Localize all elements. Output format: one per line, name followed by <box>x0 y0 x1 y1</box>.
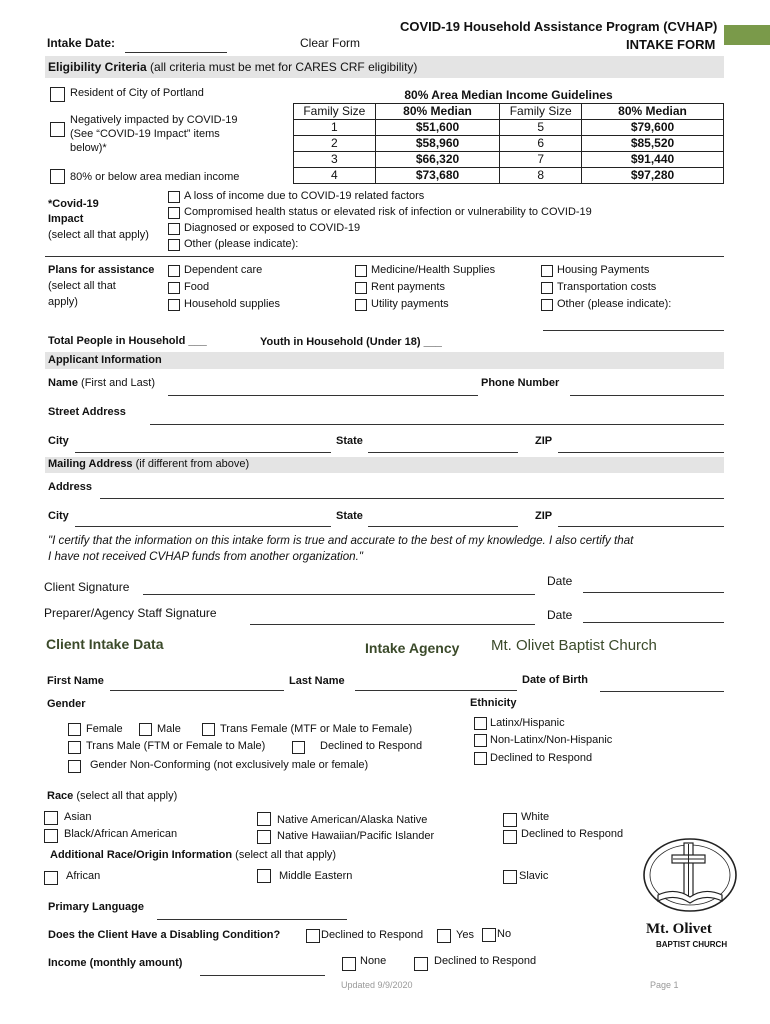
income-checkbox[interactable] <box>414 957 428 971</box>
covid-option-label: Compromised health status or elevated risk of infection or vulnerability to COVID-19 <box>184 206 592 218</box>
plan-checkbox[interactable] <box>355 299 367 311</box>
income-checkbox[interactable] <box>342 957 356 971</box>
total-people-label: Total People in Household ___ <box>48 335 207 347</box>
city-label: City <box>48 435 69 447</box>
table-header: 80% Median <box>582 104 724 120</box>
table-cell: 4 <box>294 168 376 184</box>
plan-checkbox[interactable] <box>168 299 180 311</box>
table-cell: 7 <box>500 152 582 168</box>
first-name-field[interactable] <box>110 690 284 691</box>
ethnicity-checkbox[interactable] <box>474 717 487 730</box>
table-row <box>294 136 724 152</box>
table-cell: 3 <box>294 152 376 168</box>
disabling-label: Does the Client Have a Disabling Condition? <box>48 929 281 941</box>
gender-option: Male <box>157 723 181 735</box>
table-cell: $97,280 <box>582 168 724 184</box>
race-option: Asian <box>64 811 92 823</box>
covid-option-checkbox[interactable] <box>168 207 180 219</box>
race-option: Black/African American <box>64 828 178 840</box>
table-header: 80% Median <box>375 104 500 120</box>
plans-label-1: Plans for assistance <box>48 264 155 276</box>
resident-label: Resident of City of Portland <box>70 87 204 99</box>
plans-label-2: (select all that <box>48 280 116 292</box>
race-checkbox[interactable] <box>257 830 271 844</box>
dob-field[interactable] <box>600 691 724 692</box>
table-title: 80% Area Median Income Guidelines <box>294 88 724 104</box>
gender-checkbox[interactable] <box>68 741 81 754</box>
gender-option: Female <box>86 723 123 735</box>
table-cell: $66,320 <box>375 152 500 168</box>
zip-label: ZIP <box>535 435 553 447</box>
last-name-label: Last Name <box>289 675 345 687</box>
form-title: INTAKE FORM <box>626 37 716 52</box>
add-race-checkbox[interactable] <box>503 870 517 884</box>
state-field[interactable] <box>368 452 518 453</box>
race-option: Native American/Alaska Native <box>277 814 428 826</box>
mail-zip-field[interactable] <box>558 526 724 527</box>
gender-option: Declined to Respond <box>320 740 423 752</box>
ethnicity-option: Latinx/Hispanic <box>490 717 565 729</box>
resident-checkbox[interactable] <box>50 87 65 102</box>
ami-label: 80% or below area median income <box>70 171 240 183</box>
add-race-option: Slavic <box>519 870 549 882</box>
covid-option-checkbox[interactable] <box>168 239 180 251</box>
church-logo <box>640 835 740 937</box>
plan-checkbox[interactable] <box>168 265 180 277</box>
preparer-signature-label: Preparer/Agency Staff Signature <box>44 606 217 620</box>
table-cell: $51,600 <box>375 120 500 136</box>
table-cell: $58,960 <box>375 136 500 152</box>
covid-option-label: A loss of income due to COVID-19 related factors <box>184 190 425 202</box>
language-field[interactable] <box>157 919 347 920</box>
race-checkbox[interactable] <box>503 813 517 827</box>
plans-label-3: apply) <box>48 296 78 308</box>
street-field[interactable] <box>150 424 724 425</box>
impacted-checkbox[interactable] <box>50 122 65 137</box>
table-row <box>294 120 724 136</box>
youth-label: Youth in Household (Under 18) ___ <box>260 336 442 348</box>
table-cell: $79,600 <box>582 120 724 136</box>
plan-label: Housing Payments <box>557 264 650 276</box>
impacted-label-3: below)* <box>70 142 107 154</box>
plan-label: Other (please indicate): <box>557 298 672 310</box>
additional-race-label: Additional Race/Origin Information (select all that apply) <box>50 849 337 861</box>
income-option: None <box>360 955 387 967</box>
covid-impact-label-3: (select all that apply) <box>48 229 149 241</box>
mail-state-field[interactable] <box>368 526 518 527</box>
dob-label: Date of Birth <box>522 674 588 686</box>
ethnicity-checkbox[interactable] <box>474 752 487 765</box>
plan-label: Utility payments <box>371 298 449 310</box>
client-signature-field[interactable] <box>143 594 535 595</box>
city-field[interactable] <box>75 452 331 453</box>
intake-agency-label: Intake Agency <box>365 640 460 656</box>
table-cell: $73,680 <box>375 168 500 184</box>
date-field-1[interactable] <box>583 592 724 593</box>
plan-checkbox[interactable] <box>541 265 553 277</box>
race-checkbox[interactable] <box>44 829 58 843</box>
disabling-checkbox[interactable] <box>437 929 451 943</box>
race-checkbox[interactable] <box>503 830 517 844</box>
table-cell: 5 <box>500 120 582 136</box>
gender-checkbox[interactable] <box>68 760 81 773</box>
table-header: Family Size <box>500 104 582 120</box>
mail-address-field[interactable] <box>100 498 724 499</box>
disabling-option: Declined to Respond <box>321 929 424 941</box>
gender-label: Gender <box>47 698 86 710</box>
mail-city-field[interactable] <box>75 526 331 527</box>
intake-agency-name: Mt. Olivet Baptist Church <box>491 637 657 654</box>
covid-option-checkbox[interactable] <box>168 191 180 203</box>
income-option: Declined to Respond <box>434 955 537 967</box>
divider <box>45 256 724 257</box>
income-field[interactable] <box>200 975 325 976</box>
table-cell: $85,520 <box>582 136 724 152</box>
covid-option-label: Diagnosed or exposed to COVID-19 <box>184 222 361 234</box>
church-logo-icon <box>640 835 740 930</box>
phone-label: Phone Number <box>481 377 560 389</box>
last-name-field[interactable] <box>355 690 517 691</box>
ethnicity-option: Non-Latinx/Non-Hispanic <box>490 734 613 746</box>
disabling-option: No <box>497 928 512 940</box>
income-label: Income (monthly amount) <box>48 957 183 969</box>
first-name-label: First Name <box>47 675 104 687</box>
updated-date: Updated 9/9/2020 <box>341 980 413 990</box>
mail-state-label: State <box>336 510 363 522</box>
disabling-checkbox[interactable] <box>306 929 320 943</box>
program-title: COVID-19 Household Assistance Program (CVHAP) <box>400 19 718 34</box>
page-number: Page 1 <box>650 980 679 990</box>
mailing-heading: Mailing Address (if different from above) <box>48 458 250 470</box>
date-label-2: Date <box>547 608 573 622</box>
disabling-checkbox[interactable] <box>482 928 496 942</box>
add-race-option: Middle Eastern <box>279 870 353 882</box>
mail-address-label: Address <box>48 481 93 493</box>
disabling-option: Yes <box>456 929 474 941</box>
eligibility-heading: Eligibility Criteria (all criteria must be met for CARES CRF eligibility) <box>48 60 418 74</box>
plan-checkbox[interactable] <box>168 282 180 294</box>
table-cell: 8 <box>500 168 582 184</box>
race-option: Declined to Respond <box>521 828 624 840</box>
ethnicity-label: Ethnicity <box>470 697 517 709</box>
plan-label: Medicine/Health Supplies <box>371 264 496 276</box>
race-checkbox[interactable] <box>257 812 271 826</box>
table-row <box>294 152 724 168</box>
date-label-1: Date <box>547 574 573 588</box>
street-label: Street Address <box>48 406 126 418</box>
gender-option: Trans Female (MTF or Male to Female) <box>220 723 413 735</box>
logo-subtitle: BAPTIST CHURCH <box>656 940 728 949</box>
plan-checkbox[interactable] <box>355 282 367 294</box>
certify-line-2: I have not received CVHAP funds from another organization." <box>48 550 363 563</box>
plan-label: Rent payments <box>371 281 445 293</box>
name-label: Name (First and Last) <box>48 377 155 389</box>
covid-impact-label-2: Impact <box>48 213 84 225</box>
intake-date-label: Intake Date: <box>47 36 116 50</box>
ami-checkbox[interactable] <box>50 169 65 184</box>
table-header: Family Size <box>294 104 376 120</box>
gender-checkbox[interactable] <box>68 723 81 736</box>
ethnicity-option: Declined to Respond <box>490 752 593 764</box>
certify-line-1: "I certify that the information on this intake form is true and accurate to the best of my knowledge. I also certify that <box>48 534 634 547</box>
gender-checkbox[interactable] <box>202 723 215 736</box>
date-field-2[interactable] <box>583 622 724 623</box>
add-race-checkbox[interactable] <box>257 869 271 883</box>
covid-option-label: Other (please indicate): <box>184 238 299 250</box>
mail-zip-label: ZIP <box>535 510 553 522</box>
zip-field[interactable] <box>558 452 724 453</box>
preparer-signature-field[interactable] <box>250 624 535 625</box>
race-checkbox[interactable] <box>44 811 58 825</box>
intake-date-field[interactable] <box>125 52 227 53</box>
race-option: Native Hawaiian/Pacific Islander <box>277 830 435 842</box>
table-cell: 2 <box>294 136 376 152</box>
race-option: White <box>521 811 550 823</box>
client-intake-heading: Client Intake Data <box>46 636 164 652</box>
phone-field[interactable] <box>570 395 724 396</box>
client-signature-label: Client Signature <box>44 580 130 594</box>
income-guidelines-table <box>293 88 724 184</box>
table-row <box>294 168 724 184</box>
gender-option: Trans Male (FTM or Female to Male) <box>86 740 266 752</box>
impacted-label-1: Negatively impacted by COVID-19 <box>70 114 238 126</box>
table-cell: 1 <box>294 120 376 136</box>
add-race-option: African <box>66 870 101 882</box>
plan-label: Food <box>184 281 210 293</box>
gender-checkbox[interactable] <box>139 723 152 736</box>
add-race-checkbox[interactable] <box>44 871 58 885</box>
plan-label: Household supplies <box>184 298 281 310</box>
plan-checkbox[interactable] <box>355 265 367 277</box>
race-label: Race (select all that apply) <box>47 790 178 802</box>
table-cell: 6 <box>500 136 582 152</box>
name-field[interactable] <box>168 395 478 396</box>
ethnicity-checkbox[interactable] <box>474 734 487 747</box>
plan-other-field[interactable] <box>543 330 724 331</box>
plan-checkbox[interactable] <box>541 299 553 311</box>
language-label: Primary Language <box>48 901 144 913</box>
gender-option: Gender Non-Conforming (not exclusively male or female) <box>90 759 369 771</box>
state-label: State <box>336 435 363 447</box>
clear-form-button[interactable]: Clear Form <box>300 36 361 50</box>
mail-city-label: City <box>48 510 69 522</box>
applicant-heading: Applicant Information <box>48 354 162 366</box>
table-cell: $91,440 <box>582 152 724 168</box>
logo-name: Mt. Olivet <box>646 921 712 937</box>
gender-checkbox[interactable] <box>292 741 305 754</box>
impacted-label-2: (See “COVID-19 Impact” items <box>70 128 220 140</box>
plan-label: Transportation costs <box>557 281 657 293</box>
covid-impact-label-1: *Covid-19 <box>48 198 99 210</box>
covid-option-checkbox[interactable] <box>168 223 180 235</box>
plan-checkbox[interactable] <box>541 282 553 294</box>
accent-tab <box>724 25 770 45</box>
plan-label: Dependent care <box>184 264 263 276</box>
